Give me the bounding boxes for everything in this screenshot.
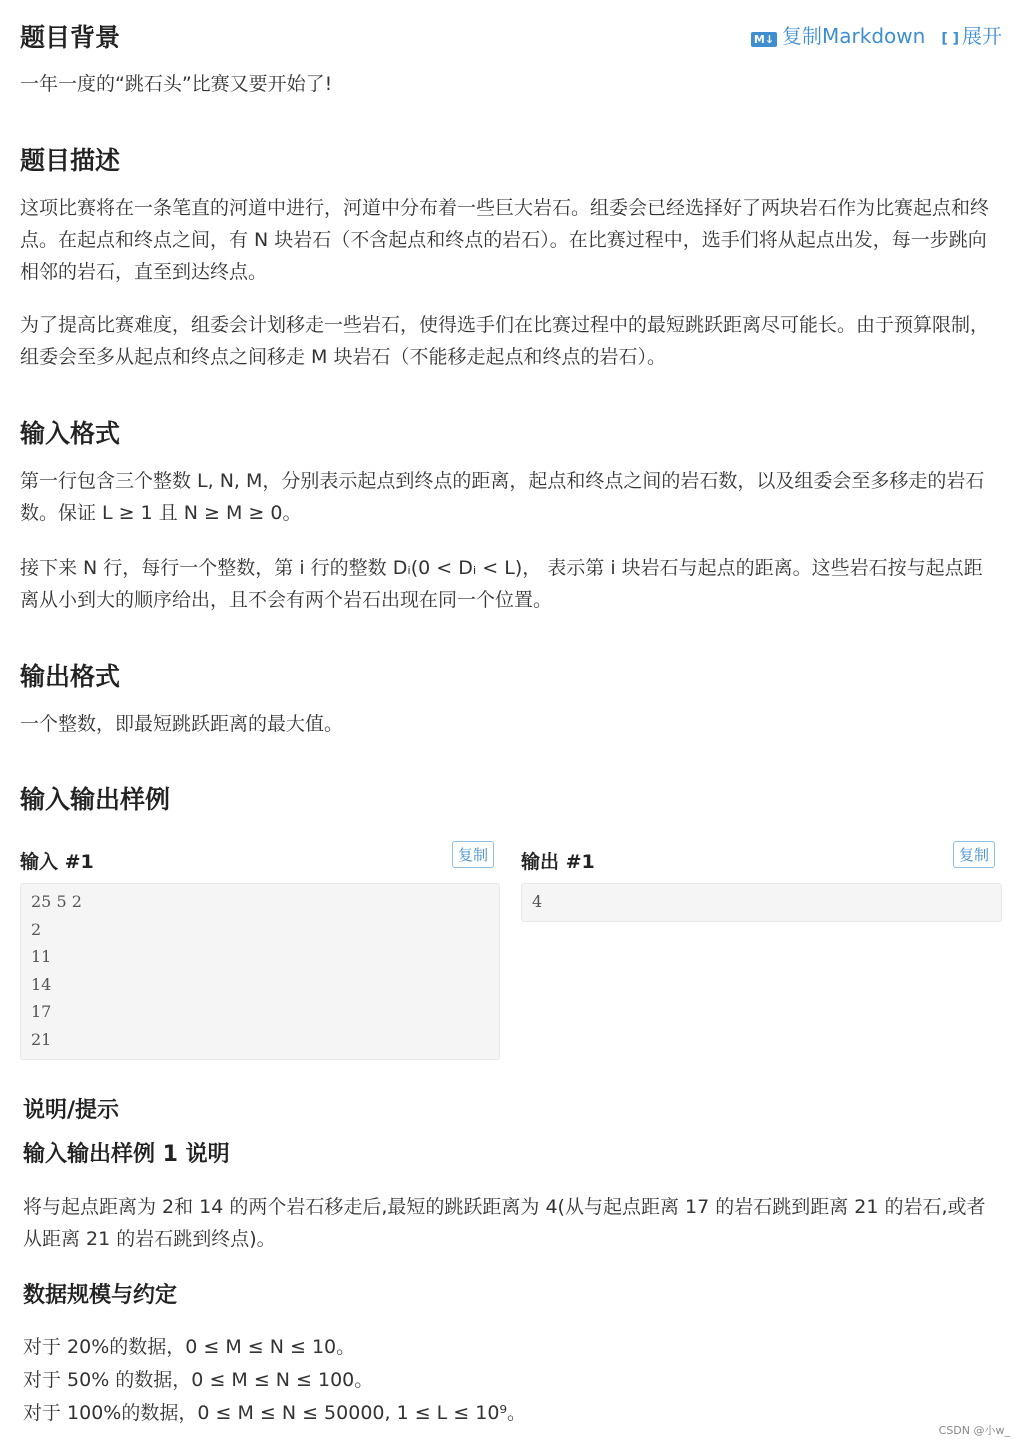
output-sample-label: 输出 #1 — [521, 851, 595, 873]
section-title-samples: 输入输出样例 — [20, 785, 171, 814]
sample-line: 25 5 2 — [31, 892, 82, 911]
copy-input-button[interactable]: 复制 — [452, 841, 494, 868]
section-title-description: 题目描述 — [20, 146, 121, 175]
copy-output-button[interactable]: 复制 — [953, 841, 995, 868]
description-p1: 这项比赛将在一条笔直的河道中进行，河道中分布着一些巨大岩石。组委会已经选择好了两块岩石作为比赛起点和终点。在起点和终点之间，有 N 块岩石（不含起点和终点的岩石）。在比赛过程中，选手们将从起点出发，每一步跳向相邻的岩石，直至到达终点。 — [20, 197, 990, 283]
section-title-background: 题目背景 — [20, 23, 121, 52]
input-sample-label: 输入 #1 — [20, 851, 94, 873]
output-sample-box[interactable] — [521, 883, 1002, 922]
sample-line: 2 — [31, 919, 42, 939]
constraint-line: 对于 20%的数据，0 ≤ M ≤ N ≤ 10。 — [23, 1336, 356, 1358]
description-p2: 为了提高比赛难度，组委会计划移走一些岩石，使得选手们在比赛过程中的最短跳跃距离尽可能长。由于预算限制，组委会至多从起点和终点之间移走 M 块岩石（不能移走起点和终点的岩石）。 — [20, 314, 990, 368]
sample-line: 14 — [31, 974, 52, 994]
copy-markdown-label: 复制Markdown — [782, 24, 926, 48]
hint-subtitle-constraints: 数据规模与约定 — [23, 1283, 178, 1308]
sample-line: 4 — [532, 892, 543, 911]
hint-subtitle-sample: 输入输出样例 1 说明 — [23, 1142, 230, 1167]
input-format-p1: 第一行包含三个整数 L, N, M，分别表示起点到终点的距离，起点和终点之间的岩石数，以及组委会至多移走的岩石数。保证 L ≥ 1 且 N ≥ M ≥ 0。 — [20, 470, 985, 524]
sample-line: 11 — [31, 947, 52, 966]
sample-line: 21 — [31, 1029, 52, 1049]
watermark: CSDN @小w_ — [938, 1424, 1010, 1437]
markdown-icon: M↓ — [751, 32, 777, 47]
sample-line: 17 — [31, 1002, 52, 1021]
toolbar — [751, 20, 1002, 49]
constraint-line: 对于 50% 的数据，0 ≤ M ≤ N ≤ 100。 — [23, 1369, 374, 1391]
expand-button[interactable] — [941, 20, 1002, 49]
expand-icon: [ ] — [941, 31, 959, 47]
constraint-line: 对于 100%的数据，0 ≤ M ≤ N ≤ 50000, 1 ≤ L ≤ 10⁹。 — [23, 1402, 527, 1424]
section-title-hint: 说明/提示 — [23, 1098, 120, 1123]
expand-label: 展开 — [962, 24, 1002, 48]
output-format-text: 一个整数，即最短跳跃距离的最大值。 — [20, 713, 344, 735]
section-title-output-format: 输出格式 — [20, 662, 121, 691]
input-format-p2: 接下来 N 行，每行一个整数，第 i 行的整数 Dᵢ(0 < Dᵢ < L)， 表示第 i 块岩石与起点的距离。这些岩石按与起点距离从小到大的顺序给出，且不会有两个岩石出现在同一个位置。 — [20, 557, 983, 611]
copy-markdown-button[interactable] — [751, 20, 925, 49]
hint-sample-explanation: 将与起点距离为 2和 14 的两个岩石移走后,最短的跳跃距离为 4(从与起点距离 17 的岩石跳到距离 21 的岩石,或者从距离 21 的岩石跳到终点)。 — [23, 1196, 986, 1250]
background-text: 一年一度的“跳石头”比赛又要开始了! — [20, 73, 333, 95]
section-title-input-format: 输入格式 — [20, 419, 121, 448]
input-sample-box[interactable] — [20, 883, 500, 1060]
